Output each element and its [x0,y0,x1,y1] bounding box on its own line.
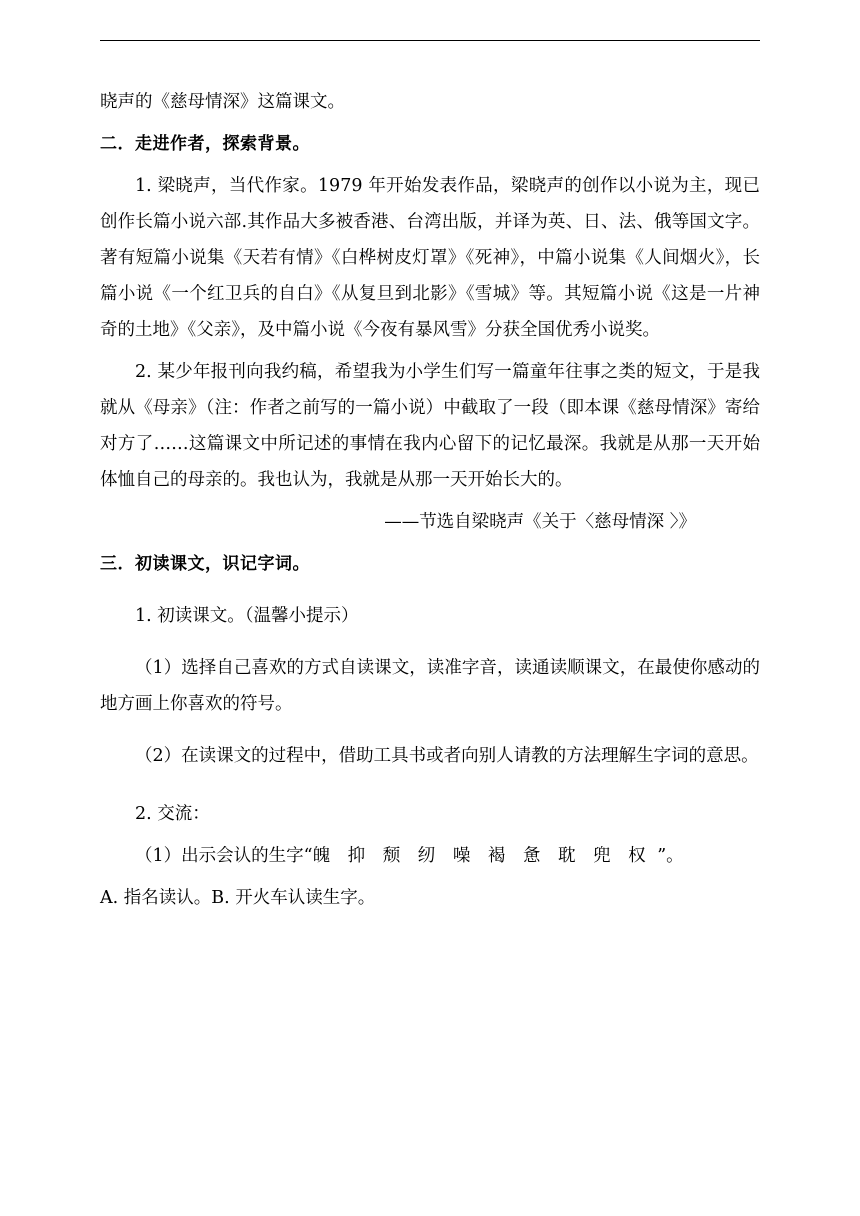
item-2-sub-1-prefix: （1）出示会认的生字“ [135,846,313,866]
item-2-sub-1-text [100,838,760,874]
intro-tail-text: 晓声的《慈母情深》这篇课文。 [100,92,345,112]
item-1-sub-1-text: （1）选择自己喜欢的方式自读课文，读准字音，读通读顺课文，在最使你感动的地方画上你喜欢的符号。 [100,658,760,714]
new-characters-list: 魄 抑 颓 纫 噪 褐 惫 耽 兜 权 [312,846,652,866]
item-1-sub-2-text: （2）在读课文的过程中，借助工具书或者向别人请教的方法理解生字词的意思。 [135,746,759,766]
item-2-text: 2. 交流： [135,804,210,824]
document-body [100,84,760,916]
author-bio-paragraph: 1. 梁晓声，当代作家。1979 年开始发表作品，梁晓声的创作以小说为主，现已创作长篇小说六部.其作品大多被香港、台湾出版，并译为英、日、法、俄等国文字。著有短篇小说集《天若有情》《白桦树皮灯罩》《死神》，中篇小说集《人间烟火》，长篇小说《一个红卫兵的自白》《从复旦到北影》《雪城》等。其短篇小说《这是一片神奇的土地》《父亲》，及中篇小说《今夜有暴风雪》分获全国优秀小说奖。 [100,176,760,340]
item-2-sub-1-methods: A. 指名读认。B. 开火车认读生字。 [100,888,376,908]
header-rule [100,40,760,41]
item-2-sub-1-suffix: ”。 [651,846,684,866]
section-2-heading: 二．走进作者，探索背景。 [100,134,310,154]
item-1-text: 1. 初读课文。（温馨小提示） [135,606,359,626]
background-paragraph: 2. 某少年报刊向我约稿，希望我为小学生们写一篇童年往事之类的短文，于是我就从《母亲》（注：作者之前写的一篇小说）中截取了一段（即本课《慈母情深》寄给对方了……这篇课文中所记述的事情在我内心留下的记忆最深。我就是从那一天开始体恤自己的母亲的。我也认为，我就是从那一天开始长大的。 [100,362,760,490]
source-citation: ——节选自梁晓声《关于〈慈母情深 〉》 [384,512,696,532]
section-3-heading: 三．初读课文，识记字词。 [100,554,310,574]
